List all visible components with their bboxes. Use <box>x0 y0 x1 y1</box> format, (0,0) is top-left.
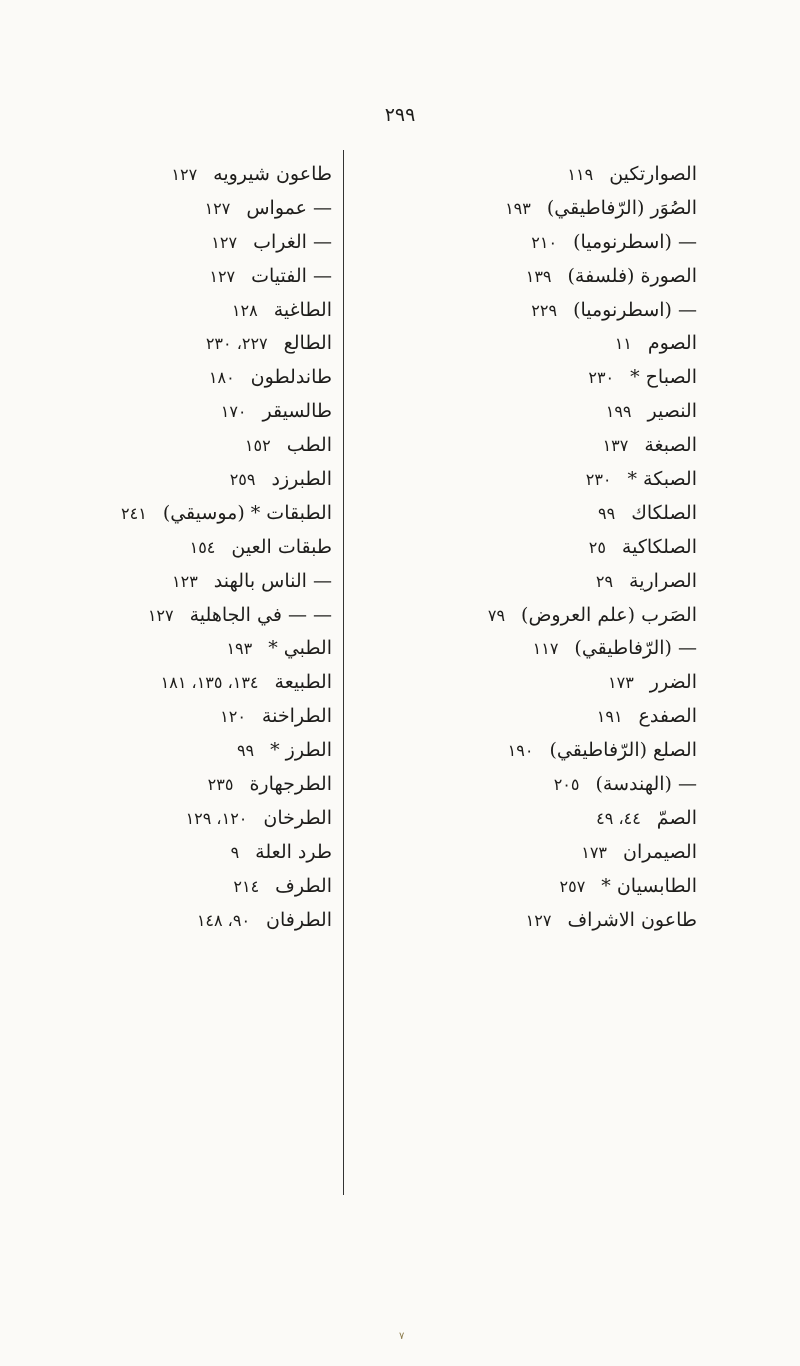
index-entry <box>362 429 697 463</box>
index-term: الطرف <box>275 874 332 897</box>
index-page-refs: ١٥٤ <box>189 537 216 557</box>
index-entry <box>20 632 332 666</box>
index-term: — — في الجاهلية <box>189 603 332 626</box>
index-page-refs: ١٧٣ <box>581 842 608 862</box>
index-entry <box>362 768 697 802</box>
index-term: النصير <box>647 400 697 423</box>
column-divider <box>343 150 344 1195</box>
index-entry <box>20 192 332 226</box>
index-entry <box>20 734 332 768</box>
index-term: الصمّ <box>656 806 697 829</box>
index-entry <box>362 904 697 938</box>
index-term: طاندلطون <box>250 366 332 389</box>
index-entry <box>20 802 332 836</box>
index-page-refs: ٢٥٧ <box>559 876 586 896</box>
index-page-refs: ١٩١ <box>596 707 623 727</box>
index-term: الطاغية <box>273 298 332 321</box>
index-term: الصبكة * <box>627 468 697 491</box>
index-term: الصباح * <box>630 366 697 389</box>
index-page-refs: ١٥٢ <box>244 436 271 456</box>
index-term: الطبرزد <box>271 468 332 491</box>
index-page-refs: ١٢٠، ١٢٩ <box>185 808 248 828</box>
index-entry <box>20 904 332 938</box>
index-page-refs: ٢٣٥ <box>207 775 234 795</box>
index-term: الطرز * <box>270 739 332 762</box>
index-entry <box>20 836 332 870</box>
index-page-refs: ١٩٣ <box>226 639 253 659</box>
index-page-refs: ٩٩ <box>236 741 255 761</box>
index-term: الطالع <box>283 332 332 355</box>
index-entry <box>20 497 332 531</box>
index-term: طاعون شيرويه <box>213 163 332 185</box>
index-term: الصفدع <box>638 705 697 728</box>
index-page-refs: ١٢٠ <box>220 707 246 727</box>
index-page-refs: ١٣٧ <box>602 436 629 456</box>
index-term: الصوارتكين <box>609 163 697 185</box>
index-page-refs: ١٧٣ <box>608 673 634 693</box>
index-term: الصُوَر (الرّفاطيقي) <box>546 196 697 219</box>
index-term: طبقات العين <box>231 535 332 558</box>
index-entry <box>362 294 697 328</box>
index-term: الصيمران <box>623 840 697 863</box>
index-entry <box>20 294 332 328</box>
index-term: — الفتيات <box>251 264 332 287</box>
index-entry <box>362 836 697 870</box>
index-page-refs: ٢٥٩ <box>229 470 256 490</box>
index-entry <box>362 497 697 531</box>
index-entry <box>20 531 332 565</box>
index-page-refs: ١٢٣ <box>172 571 198 591</box>
index-entry <box>362 226 697 260</box>
index-term: — عمواس <box>246 196 332 219</box>
index-entry <box>362 632 697 666</box>
index-page-refs: ١١ <box>614 334 632 354</box>
page-number: ٢٩٩ <box>384 104 416 126</box>
index-entry <box>20 361 332 395</box>
index-entry <box>362 666 697 700</box>
index-page-refs: ٢٣٠ <box>585 470 612 490</box>
index-page-refs: ١٢٧ <box>204 198 231 218</box>
index-entry <box>362 870 697 904</box>
index-term: — (الهندسة) <box>595 773 697 796</box>
index-entry <box>20 158 332 192</box>
index-page-refs: ٢٥ <box>588 537 606 557</box>
index-entry <box>362 531 697 565</box>
index-page-refs: ١٩٣ <box>505 198 531 218</box>
index-entry <box>362 565 697 599</box>
index-page-refs: ٩ <box>230 842 240 862</box>
index-page-refs: ١١٩ <box>567 165 594 184</box>
index-term: الطبي * <box>268 637 332 660</box>
index-entry <box>20 666 332 700</box>
index-term: الطب <box>286 434 332 457</box>
index-term: الصرارية <box>629 569 697 592</box>
index-term: الطراخنة <box>261 705 332 728</box>
index-entry <box>20 870 332 904</box>
index-term: الطابسيان * <box>601 874 697 897</box>
index-entry <box>20 327 332 361</box>
index-entry <box>362 158 697 192</box>
index-term: طالسيقر <box>262 400 332 423</box>
index-entry <box>362 327 697 361</box>
index-term: الضرر <box>649 671 697 694</box>
index-entry <box>20 429 332 463</box>
index-page-refs: ٢١٠ <box>531 232 558 252</box>
index-term: الصَرب (علم العروض) <box>521 603 697 626</box>
index-entry <box>362 395 697 429</box>
index-page-refs: ١١٧ <box>532 639 559 659</box>
index-column-left <box>20 158 332 937</box>
index-page-refs: ١٢٧ <box>147 605 174 625</box>
index-entry <box>362 734 697 768</box>
index-page-refs: ٤٤، ٤٩ <box>596 808 641 828</box>
index-entry <box>362 599 697 633</box>
index-page-refs: ١٢٧ <box>525 910 552 930</box>
index-page-refs: ١٩٩ <box>605 402 632 422</box>
index-page-refs: ١٢٨ <box>231 300 258 320</box>
index-term: — الناس بالهند <box>213 569 332 592</box>
index-page-refs: ٧٩ <box>487 605 506 625</box>
index-entry <box>20 260 332 294</box>
index-term: — الغراب <box>253 230 332 253</box>
index-term: الطبقات * (موسيقي) <box>162 501 332 524</box>
index-term: الطرفان <box>266 908 332 931</box>
index-term: الصورة (فلسفة) <box>567 264 697 287</box>
index-term: الصلع (الرّفاطيقي) <box>549 739 697 762</box>
index-term: الطرجهارة <box>249 773 332 796</box>
index-term: الصبغة <box>644 434 697 457</box>
index-page-refs: ٢١٤ <box>233 876 260 896</box>
index-entry <box>362 802 697 836</box>
index-entry <box>20 395 332 429</box>
index-entry <box>362 463 697 497</box>
index-term: طرد العلة <box>255 840 332 863</box>
index-page-refs: ٢٢٧، ٢٣٠ <box>205 334 268 354</box>
index-entry <box>20 463 332 497</box>
index-page-refs: ١٧٠ <box>220 402 247 422</box>
index-page-refs: ٩٩ <box>598 503 616 523</box>
index-entry <box>362 192 697 226</box>
index-term: طاعون الاشراف <box>567 908 697 931</box>
index-page-refs: ١٨٠ <box>208 368 235 388</box>
index-term: الصلكاكية <box>621 535 697 558</box>
index-term: الصلكاك <box>631 501 697 524</box>
index-page-refs: ٢٢٩ <box>531 300 558 320</box>
index-term: الصوم <box>647 332 697 355</box>
index-page-refs: ٢٤١ <box>121 503 147 523</box>
index-entry <box>20 599 332 633</box>
index-page-refs: ٩٠، ١٤٨ <box>196 910 251 930</box>
index-page-refs: ١٢٧ <box>171 165 198 184</box>
index-page-refs: ٢٩ <box>595 571 614 591</box>
index-entry <box>362 361 697 395</box>
index-term: الطبيعة <box>274 671 332 694</box>
index-term: الطرخان <box>263 806 332 829</box>
index-entry <box>20 226 332 260</box>
index-entry <box>362 260 697 294</box>
index-page-refs: ١٢٧ <box>209 266 236 286</box>
index-page-refs: ١٢٧ <box>211 232 238 252</box>
index-term: — (اسطرنوميا) <box>573 230 697 253</box>
index-page-refs: ٢٣٠ <box>588 368 615 388</box>
index-term: — (اسطرنوميا) <box>573 298 697 321</box>
index-page-refs: ١٣٤، ١٣٥، ١٨١ <box>160 673 259 693</box>
index-entry <box>20 565 332 599</box>
index-page-refs: ١٩٠ <box>507 741 534 761</box>
stray-mark: ٧ <box>399 1331 405 1342</box>
index-term: — (الرّفاطيقي) <box>574 637 697 660</box>
index-column-right <box>362 158 697 937</box>
index-entry <box>20 768 332 802</box>
index-entry <box>20 700 332 734</box>
index-page-refs: ٢٠٥ <box>553 775 580 795</box>
index-entry <box>362 700 697 734</box>
index-page-refs: ١٣٩ <box>525 266 552 286</box>
